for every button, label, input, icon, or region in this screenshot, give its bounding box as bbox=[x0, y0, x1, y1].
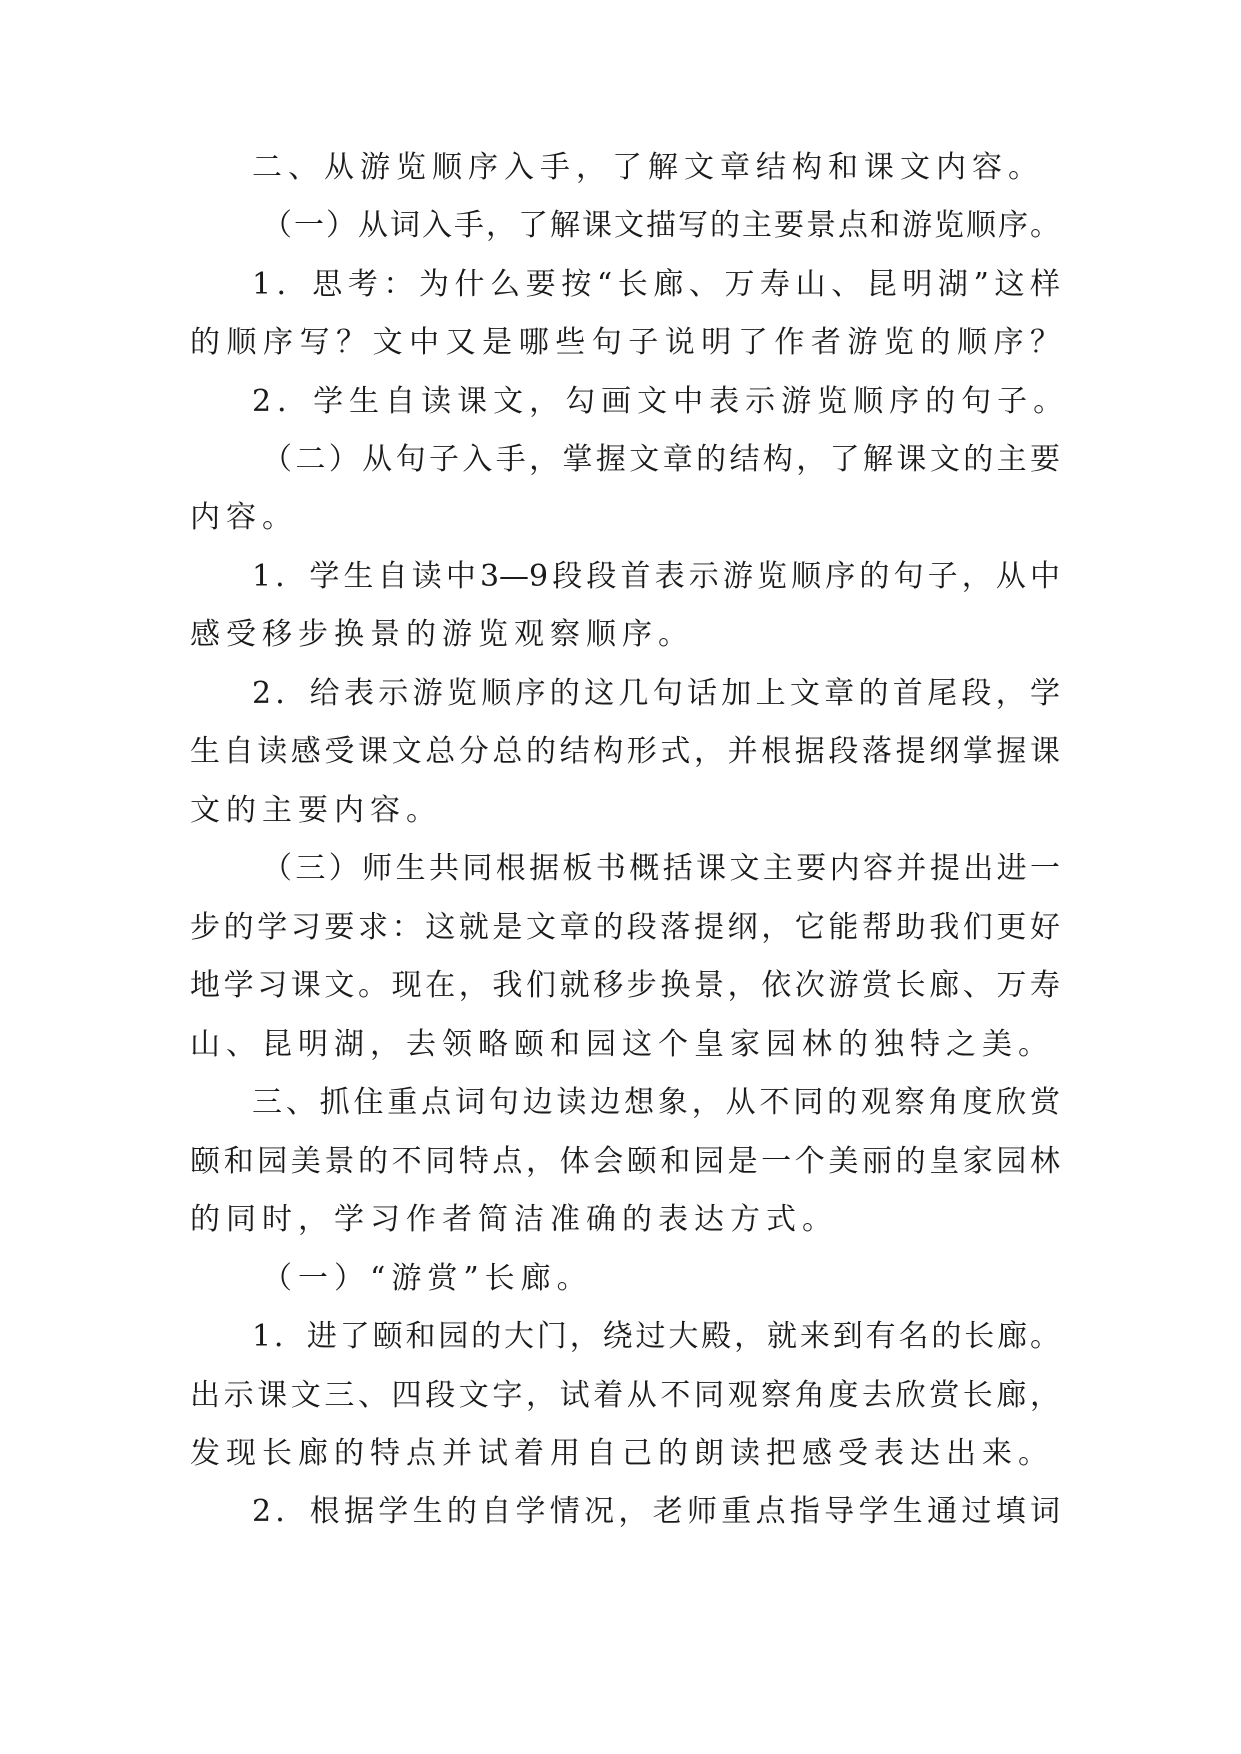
text-line: 1．学生自读中3—9段段首表示游览顺序的句子，从中 bbox=[252, 559, 1060, 594]
text-line: 生自读感受课文总分总的结构形式，并根据段落提纲掌握课 bbox=[190, 734, 1060, 769]
text-line: 感受移步换景的游览观察顺序。 bbox=[190, 617, 694, 652]
text-line: （一）从词入手，了解课文描写的主要景点和游览顺序。 bbox=[262, 208, 1060, 243]
text-line: 1．进了颐和园的大门，绕过大殿，就来到有名的长廊。 bbox=[252, 1319, 1060, 1354]
text-line: 2．给表示游览顺序的这几句话加上文章的首尾段，学 bbox=[252, 676, 1060, 711]
text-line: （二）从句子入手，掌握文章的结构，了解课文的主要 bbox=[262, 442, 1060, 477]
text-line: （三）师生共同根据板书概括课文主要内容并提出进一 bbox=[262, 851, 1060, 886]
text-line: 1．思考：为什么要按“长廊、万寿山、昆明湖”这样 bbox=[252, 267, 1060, 302]
text-line: 颐和园美景的不同特点，体会颐和园是一个美丽的皇家园林 bbox=[190, 1144, 1060, 1179]
text-line: 内容。 bbox=[190, 500, 298, 535]
text-line: 二、从游览顺序入手，了解文章结构和课文内容。 bbox=[252, 150, 1044, 185]
text-line: 三、抓住重点词句边读边想象，从不同的观察角度欣赏 bbox=[252, 1085, 1060, 1120]
text-line: 地学习课文。现在，我们就移步换景，依次游赏长廊、万寿 bbox=[190, 968, 1060, 1003]
text-line: 山、昆明湖，去领略颐和园这个皇家园林的独特之美。 bbox=[190, 1027, 1054, 1062]
text-line: 的同时，学习作者简洁准确的表达方式。 bbox=[190, 1202, 838, 1237]
text-line: 出示课文三、四段文字，试着从不同观察角度去欣赏长廊， bbox=[190, 1378, 1060, 1413]
text-line: 2．学生自读课文，勾画文中表示游览顺序的句子。 bbox=[252, 384, 1070, 419]
text-line: 的顺序写？文中又是哪些句子说明了作者游览的顺序？ bbox=[190, 325, 1060, 360]
text-line: 2．根据学生的自学情况，老师重点指导学生通过填词 bbox=[252, 1494, 1060, 1529]
text-line: 发现长廊的特点并试着用自己的朗读把感受表达出来。 bbox=[190, 1436, 1054, 1471]
text-line: （一）“游赏”长廊。 bbox=[262, 1261, 593, 1296]
text-line: 文的主要内容。 bbox=[190, 793, 442, 828]
text-line: 步的学习要求：这就是文章的段落提纲，它能帮助我们更好 bbox=[190, 910, 1060, 945]
